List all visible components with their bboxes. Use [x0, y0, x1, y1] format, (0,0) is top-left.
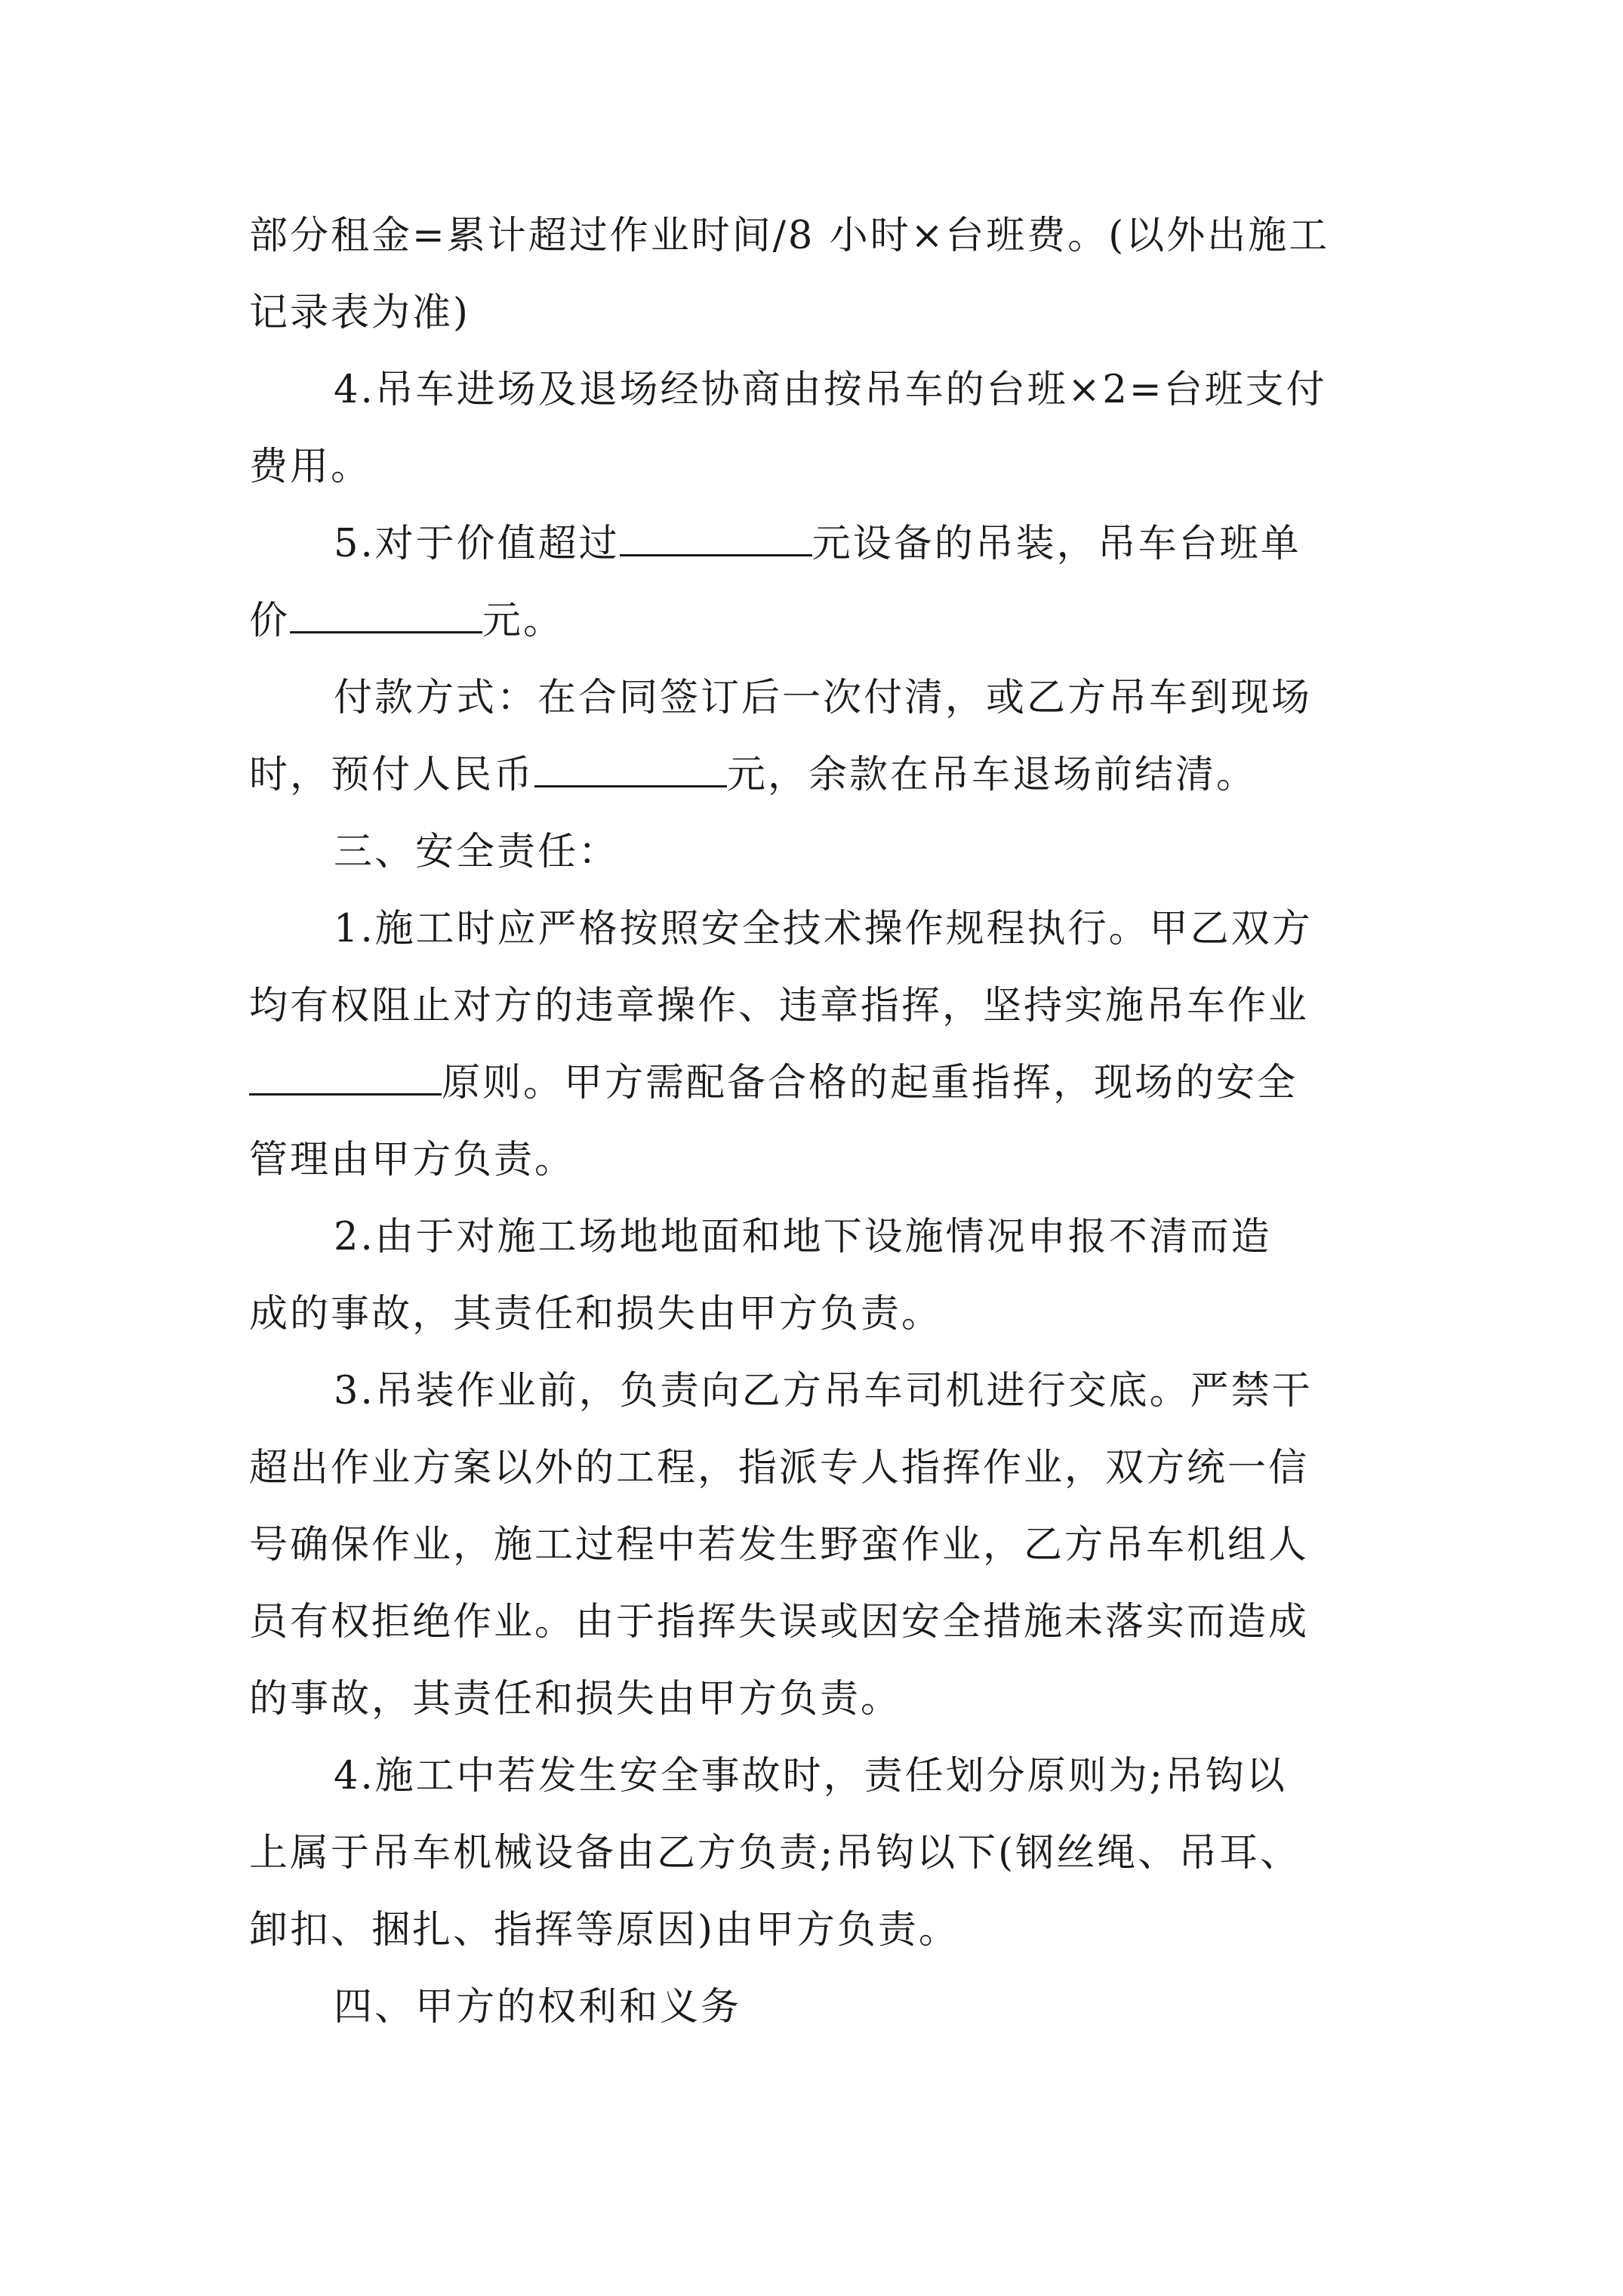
text-line: 成的事故，其责任和损失由甲方负责。 — [249, 1292, 943, 1336]
section-heading-party-a-rights — [249, 1969, 1381, 2046]
text-segment: 5.对于价值超过 — [334, 522, 620, 566]
text-line: 的事故，其责任和损失由甲方负责。 — [249, 1677, 902, 1721]
fill-in-blank — [620, 551, 812, 556]
paragraph-payment-method — [249, 660, 1381, 814]
text-line: 记录表为准) — [249, 291, 470, 335]
text-line: 管理由甲方负责。 — [249, 1138, 576, 1182]
paragraph-safety-4 — [249, 1738, 1381, 1969]
paragraph-safety-1 — [249, 891, 1381, 1199]
section-heading-safety — [249, 814, 1381, 891]
paragraph-safety-3 — [249, 1353, 1381, 1738]
text-line: 上属于吊车机械设备由乙方负责;吊钩以下(钢丝绳、吊耳、 — [249, 1831, 1301, 1875]
text-line: 3.吊装作业前，负责向乙方吊车司机进行交底。严禁干 — [334, 1369, 1313, 1413]
paragraph-rent-overtime — [249, 198, 1381, 352]
fill-in-blank — [249, 1090, 442, 1096]
text-line: 付款方式：在合同签订后一次付清，或乙方吊车到现场 — [334, 676, 1313, 720]
text-segment: 价 — [249, 599, 291, 643]
text-line: 卸扣、捆扎、指挥等原因)由甲方负责。 — [249, 1908, 959, 1952]
text-line — [249, 1045, 1381, 1122]
text-line: 号确保作业，施工过程中若发生野蛮作业，乙方吊车机组人 — [249, 1523, 1310, 1567]
text-line: 均有权阻止对方的违章操作、违章指挥，坚持实施吊车作业 — [249, 984, 1310, 1028]
text-line: 4.吊车进场及退场经协商由按吊车的台班×2=台班支付 — [334, 368, 1327, 412]
heading-text: 四、甲方的权利和义务 — [334, 1985, 742, 2029]
text-line — [249, 506, 1381, 583]
fill-in-blank — [534, 782, 727, 787]
paragraph-safety-2 — [249, 1199, 1381, 1353]
text-segment: 时，预付人民币 — [249, 753, 535, 797]
text-line — [249, 583, 1381, 660]
paragraph-item-5 — [249, 506, 1381, 660]
text-line: 2.由于对施工场地地面和地下设施情况申报不清而造 — [334, 1215, 1272, 1259]
text-line: 4.施工中若发生安全事故时，责任划分原则为;吊钩以 — [334, 1754, 1287, 1798]
text-line: 员有权拒绝作业。由于指挥失误或因安全措施未落实而造成 — [249, 1600, 1310, 1644]
text-line: 1.施工时应严格按照安全技术操作规程执行。甲乙双方 — [334, 907, 1313, 951]
text-segment: 元设备的吊装，吊车台班单 — [812, 522, 1301, 566]
text-segment: 元，余款在吊车退场前结清。 — [727, 753, 1258, 797]
text-line: 费用。 — [249, 445, 372, 489]
heading-text: 三、安全责任： — [334, 830, 620, 874]
text-line — [249, 737, 1381, 814]
text-segment: 元。 — [482, 599, 565, 643]
text-segment: 原则。甲方需配备合格的起重指挥，现场的安全 — [442, 1061, 1298, 1105]
paragraph-item-4 — [249, 352, 1381, 506]
text-line: 超出作业方案以外的工程，指派专人指挥作业，双方统一信 — [249, 1446, 1310, 1490]
fill-in-blank — [290, 628, 482, 633]
text-line: 部分租金=累计超过作业时间/8 小时×台班费。(以外出施工 — [249, 214, 1330, 258]
